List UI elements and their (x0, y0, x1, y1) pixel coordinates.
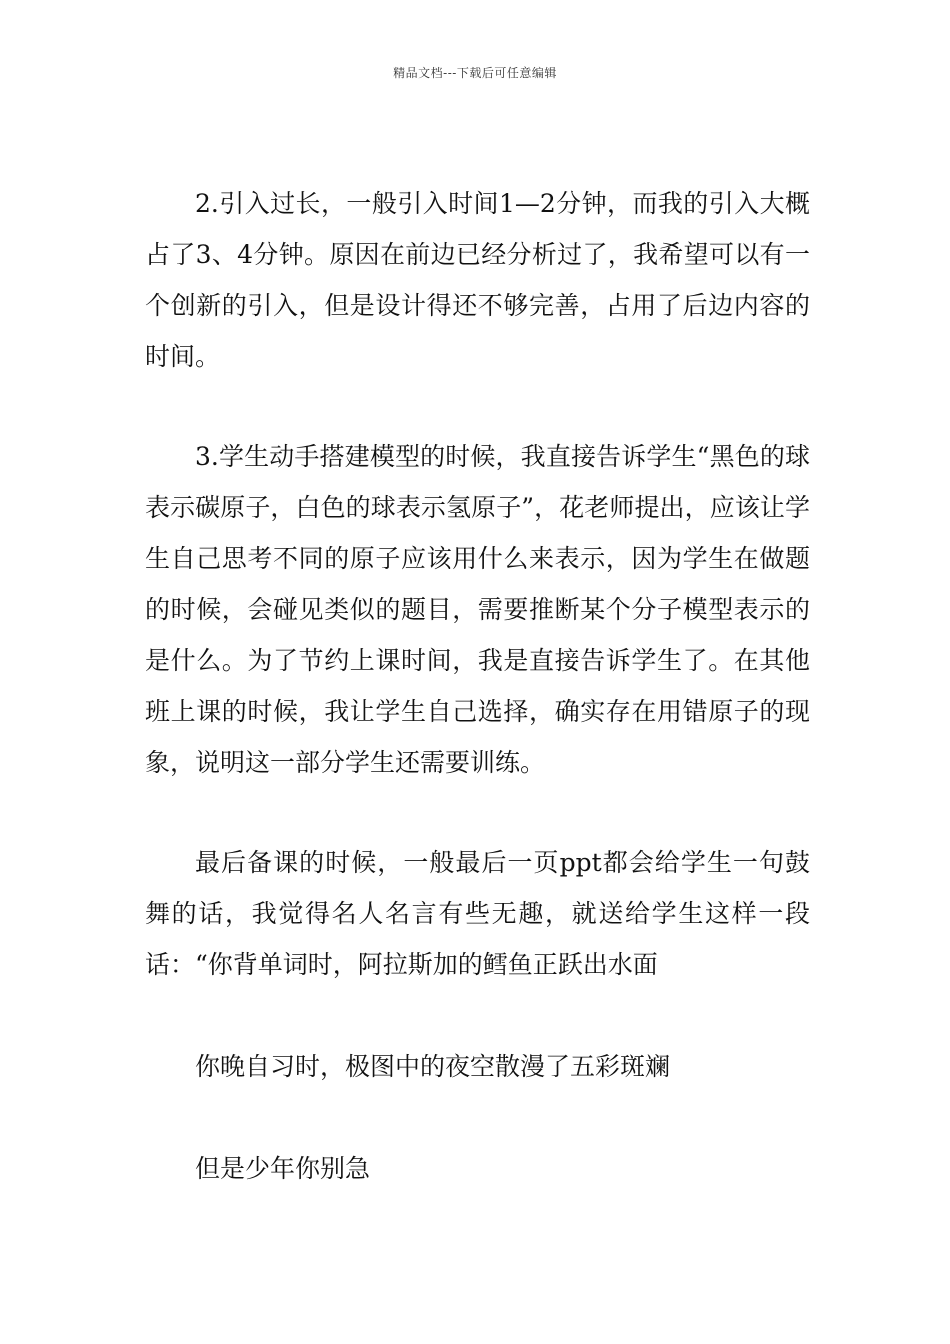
page-header: 精品文档---下载后可任意编辑 (393, 66, 557, 80)
poem-line-2: 但是少年你别急 (195, 1154, 371, 1183)
paragraph-final-lesson: 最后备课的时候，一般最后一页ppt都会给学生一句鼓舞的话，我觉得名人名言有些无趣，就送给学生这样一段话：“你背单词时，阿拉斯加的鳕鱼正跃出水面 (145, 848, 810, 979)
paragraph-item-3: 3.学生动手搭建模型的时候，我直接告诉学生“黑色的球表示碳原子，白色的球表示氢原子”，花老师提出，应该让学生自己思考不同的原子应该用什么来表示，因为学生在做题的时候，会碰见类似的题目，需要推断某个分子模型表示的是什么。为了节约上课时间，我是直接告诉学生了。在其他班上课的时候，我让学生自己选择，确实存在用错原子的现象，说明这一部分学生还需要训练。 (145, 442, 810, 777)
paragraph-item-2: 2.引入过长，一般引入时间1—2分钟，而我的引入大概占了3、4分钟。原因在前边已经分析过了，我希望可以有一个创新的引入，但是设计得还不够完善，占用了后边内容的时间。 (145, 189, 810, 371)
poem-line-1: 你晚自习时，极图中的夜空散漫了五彩斑斓 (195, 1052, 671, 1081)
document-body (145, 178, 810, 1194)
